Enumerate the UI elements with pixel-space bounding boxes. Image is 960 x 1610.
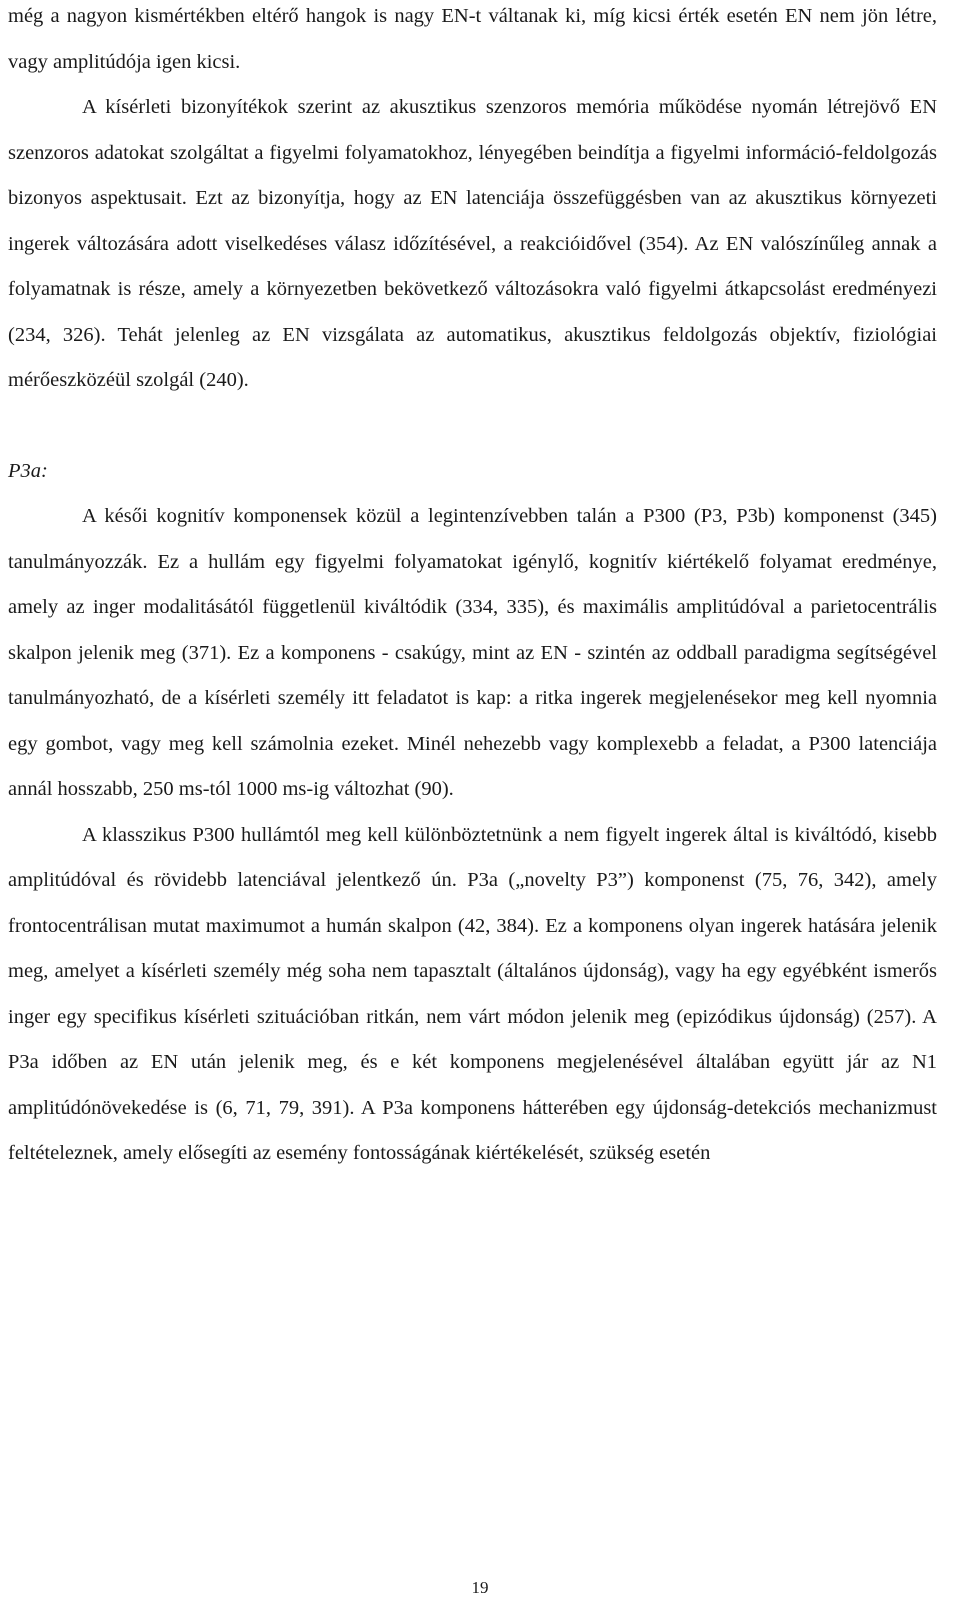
paragraph-continued: még a nagyon kismértékben eltérő hangok is nagy EN-t váltanak ki, míg kicsi érték esetén EN nem jön létre, vagy amplitúdója igen kicsi. [8, 5, 937, 73]
paragraph-p300: A késői kognitív komponensek közül a legintenzívebben talán a P300 (P3, P3b) komponenst (345) tanulmányozzák. Ez a hullám egy figyelmi folyamatokat igénylő, kognitív kiértékelő folyamat eredménye, amely az inger modalitásától függetlenül kiváltódik (334, 335), és maximális amplitúdóval a parietocentrális skalpon jelenik meg (371). Ez a komponens - csakúgy, mint az EN - szintén az oddball paradigma segítségével tanulmányozható, de a kísérleti személy itt feladatot is kap: a ritka ingerek megjelenésekor meg kell nyomnia egy gombot, vagy meg kell számolnia ezeket. Minél nehezebb vagy komplexebb a feladat, a P300 latenciája annál hosszabb, 250 ms-tól 1000 ms-ig változhat (90). [8, 505, 937, 800]
paragraph-p3a: A klasszikus P300 hullámtól meg kell különböztetnünk a nem figyelt ingerek által is kiváltódó, kisebb amplitúdóval és rövidebb latenciával jelentkező ún. P3a („novelty P3”) komponenst (75, 76, 342), amely frontocentrálisan mutat maximumot a humán skalpon (42, 384). Ez a komponens olyan ingerek hatására jelenik meg, amelyet a kísérleti személy még soha nem tapasztalt (általános újdonság), vagy ha egy egyébként ismerős inger egy specifikus kísérleti szituációban ritkán, nem várt módon jelenik meg (epizódikus újdonság) (257). A P3a időben az EN után jelenik meg, és e két komponens megjelenésével általában együtt jár az N1 amplitúdónövekedése is (6, 71, 79, 391). A P3a komponens hátterében egy újdonság-detekciós mechanizmust feltételeznek, amely elősegíti az esemény fontosságának kiértékelését, szükség esetén [8, 823, 937, 1164]
page-number: 19 [471, 1578, 489, 1597]
section-heading-p3a: P3a: [8, 459, 48, 482]
paragraph-evidence: A kísérleti bizonyítékok szerint az akusztikus szenzoros memória működése nyomán létrejövő EN szenzoros adatokat szolgáltat a figyelmi folyamatokhoz, lényegében beindítja a figyelmi információ-feldolgozás bizonyos aspektusait. Ezt az bizonyítja, hogy az EN latenciája összefüggésben van az akusztikus környezeti ingerek változására adott viselkedéses válasz időzítésével, a reakcióidővel (354). Az EN valószínűleg annak a folyamatnak is része, amely a környezetben bekövetkező változásokra való figyelmi átkapcsolást eredményezi (234, 326). Tehát jelenleg az EN vizsgálata az automatikus, akusztikus feldolgozás objektív, fiziológiai mérőeszközéül szolgál (240). [8, 96, 937, 391]
section-spacer [8, 404, 937, 449]
